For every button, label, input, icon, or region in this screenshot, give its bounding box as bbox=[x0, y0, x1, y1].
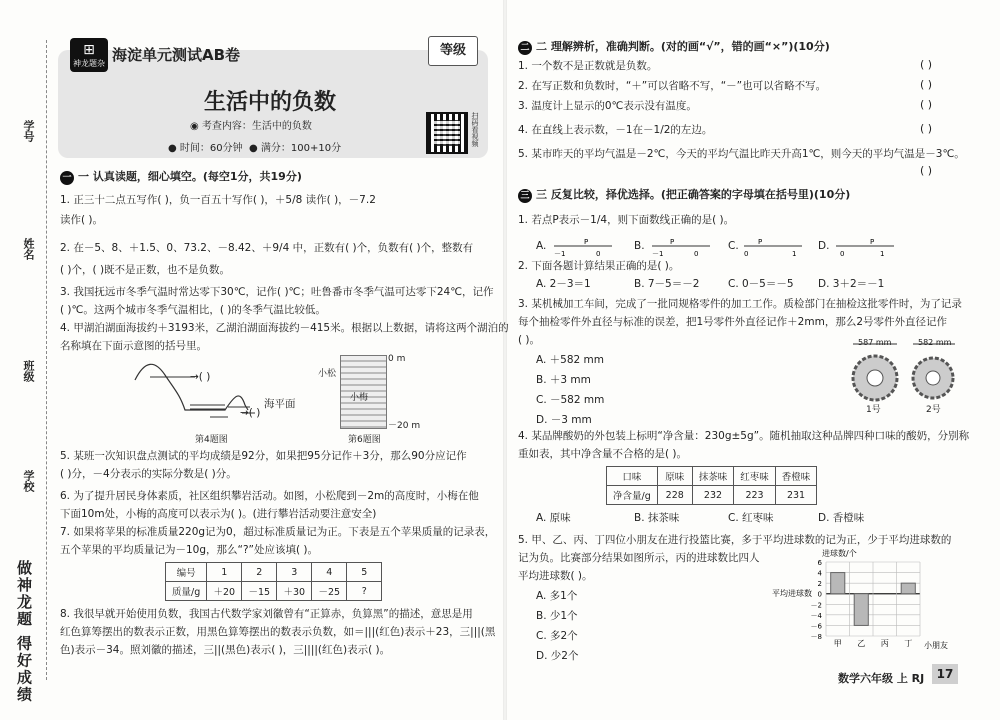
exam-score: 满分：100+10分 bbox=[260, 143, 342, 154]
chart-ytick: －8 bbox=[810, 633, 822, 641]
option-label[interactable]: A. 2－3＝1 bbox=[536, 278, 591, 290]
chart-ytick: －2 bbox=[810, 601, 822, 610]
section2-title bbox=[518, 38, 830, 55]
svg-text:－1: －1 bbox=[554, 250, 566, 256]
cut-line bbox=[46, 40, 47, 680]
question-text: ( )分，－4分表示的实际分数是( )分。 bbox=[60, 468, 237, 480]
table-row bbox=[607, 486, 817, 505]
table-cell: 净含量/g bbox=[607, 486, 658, 505]
table-cell: ＋30 bbox=[277, 582, 312, 601]
table-cell: 质量/g bbox=[166, 582, 207, 601]
chart-bar bbox=[854, 594, 868, 626]
exam-meta bbox=[168, 139, 341, 154]
svg-text:－1: －1 bbox=[652, 250, 664, 256]
table-cell: －25 bbox=[312, 582, 347, 601]
question-text: ( )个，( )既不是正数，也不是负数。 bbox=[60, 264, 231, 276]
section-number-icon: 一 bbox=[60, 171, 74, 185]
page-title: 生活中的负数 bbox=[203, 90, 336, 115]
svg-text:P: P bbox=[758, 238, 763, 246]
sea-level-label: 海平面 bbox=[264, 398, 296, 410]
wall-bottom-label: －20 m bbox=[388, 421, 421, 431]
grade-label: 等级 bbox=[428, 36, 478, 66]
question-text: 7. 如果将苹果的标准质量220g记为0，超过标准质量记为正。下表是五个苹果质量的记录表， bbox=[60, 526, 496, 538]
svg-text:0: 0 bbox=[694, 250, 699, 256]
gear2-label: 2号 bbox=[926, 405, 941, 415]
question-text: 2. 下面各题计算结果正确的是( )。 bbox=[518, 260, 680, 272]
section3-title-text: 三 反复比较，择优选择。(把正确答案的字母填在括号里)(10分) bbox=[536, 188, 851, 201]
table-cell: 红枣味 bbox=[734, 467, 776, 486]
table-cell: 231 bbox=[775, 486, 817, 505]
option-label[interactable]: C. 0－5＝－5 bbox=[728, 278, 794, 290]
magnifier-icon: ◉ bbox=[190, 121, 202, 132]
answer-paren[interactable]: ( ) bbox=[920, 164, 933, 177]
chart-xtick: 丙 bbox=[880, 639, 889, 648]
numberline-a bbox=[552, 236, 614, 256]
chart-xtick: 乙 bbox=[857, 639, 866, 648]
gear1-label: 1号 bbox=[866, 405, 881, 415]
question-text: ( )。 bbox=[518, 334, 541, 346]
question-text: 重如表，其中净含量不合格的是( )。 bbox=[518, 448, 688, 460]
option-label[interactable]: C. 多2个 bbox=[536, 630, 578, 642]
question-text: 6. 为了提升居民身体素质，社区组织攀岩活动。如图，小松爬到－2m的高度时，小梅在他 bbox=[60, 490, 479, 502]
clock-icon: ● bbox=[168, 143, 180, 154]
chart-ytick: 6 bbox=[817, 559, 822, 567]
answer-paren[interactable]: ( ) bbox=[920, 98, 933, 111]
svg-text:P: P bbox=[870, 238, 875, 246]
climber-mei: 小梅 bbox=[350, 393, 369, 403]
option-label[interactable]: A. 多1个 bbox=[536, 590, 578, 602]
climber-song: 小松 bbox=[318, 369, 337, 379]
table-cell: 228 bbox=[657, 486, 692, 505]
option-label[interactable]: D. 少2个 bbox=[536, 650, 579, 662]
table-cell: 2 bbox=[242, 563, 277, 582]
question-text: 2. 在写正数和负数时，“＋”可以省略不写，“－”也可以省略不写。 bbox=[518, 80, 827, 92]
option-label[interactable]: C. bbox=[728, 240, 739, 252]
option-label[interactable]: A. ＋582 mm bbox=[536, 354, 605, 366]
table-cell: ＋20 bbox=[207, 582, 242, 601]
question-text: 8. 我很早就开始使用负数，我国古代数学家刘徽曾有“正算赤，负算黑”的描述，意思是用 bbox=[60, 608, 473, 620]
goal-chart bbox=[770, 548, 970, 656]
wall-top-label: 0 m bbox=[388, 354, 406, 364]
section1-title bbox=[60, 168, 302, 185]
option-label[interactable]: B. bbox=[634, 240, 645, 252]
question-text: 下面10m处，小梅的高度可以表示为( )。(进行攀岩活动要注意安全) bbox=[60, 508, 377, 520]
chart-ytick: －6 bbox=[810, 622, 822, 631]
svg-text:0: 0 bbox=[744, 250, 749, 256]
table-row bbox=[607, 467, 817, 486]
section2-title-text: 二 理解辨析，准确判断。(对的画“√”，错的画“×”)(10分) bbox=[536, 40, 830, 53]
answer-paren[interactable]: →( ) bbox=[240, 407, 261, 419]
table-cell: 抹茶味 bbox=[692, 467, 734, 486]
table-cell: 223 bbox=[734, 486, 776, 505]
question-text: 1. 一个数不是正数就是负数。 bbox=[518, 60, 658, 72]
logo-text: 神龙题杂 bbox=[73, 59, 105, 68]
chart-xtick: 丁 bbox=[904, 639, 913, 648]
svg-text:0: 0 bbox=[596, 250, 601, 256]
section1-title-text: 一 认真读题，细心填空。(每空1分，共19分) bbox=[78, 170, 302, 183]
table-cell: 1 bbox=[207, 563, 242, 582]
score-icon: ● bbox=[249, 143, 261, 154]
table-cell: 3 bbox=[277, 563, 312, 582]
section3-title bbox=[518, 186, 850, 203]
fig6-caption: 第6题图 bbox=[348, 435, 381, 445]
option-label[interactable]: D. 3＋2＝－1 bbox=[818, 278, 885, 290]
svg-text:P: P bbox=[584, 238, 589, 246]
question-text: ( )℃。这两个城市冬季气温相比，( )的冬季气温比较低。 bbox=[60, 304, 326, 316]
table-row bbox=[166, 582, 382, 601]
question-text: 1. 若点P表示－1/4，则下面数线正确的是( )。 bbox=[518, 214, 735, 226]
numberline-c bbox=[742, 236, 804, 256]
question-text: 2. 在－5、8、＋1.5、0、73.2、－8.42、＋9/4 中，正数有( )个，负数有( )个，整数有 bbox=[60, 242, 474, 254]
svg-text:0: 0 bbox=[840, 250, 845, 256]
chart-ytick: －4 bbox=[810, 611, 822, 620]
field-student-id: 学号 bbox=[22, 120, 35, 142]
table-cell: 4 bbox=[312, 563, 347, 582]
chart-bar bbox=[901, 583, 915, 594]
option-label[interactable]: C. 红枣味 bbox=[728, 512, 774, 524]
exam-content-text: 考查内容：生活中的负数 bbox=[201, 121, 312, 132]
question-text: 读作( )。 bbox=[60, 214, 104, 226]
chart-ref-label: 平均进球数 bbox=[772, 589, 812, 598]
chart-ytick: 4 bbox=[817, 569, 822, 578]
answer-paren[interactable]: ( ) bbox=[920, 58, 933, 71]
answer-paren[interactable]: →( ) bbox=[190, 371, 211, 383]
question-text: 五个苹果的平均质量记为－10g，那么“?”处应该填( )。 bbox=[60, 544, 319, 556]
qr-code[interactable] bbox=[426, 112, 468, 154]
qr-label: 扫码看视频 bbox=[471, 112, 479, 147]
answer-paren[interactable]: ( ) bbox=[920, 122, 933, 135]
table-cell: 编号 bbox=[166, 563, 207, 582]
logo: ⊞ 神龙题杂 bbox=[70, 38, 108, 72]
chart-ytick: 0 bbox=[817, 590, 822, 599]
question-text: 记为负。比赛部分结果如图所示，丙的进球数比四人 bbox=[518, 552, 760, 564]
section-number-icon: 二 bbox=[518, 41, 532, 55]
page-number: 17 bbox=[932, 664, 958, 684]
table-cell: 5 bbox=[347, 563, 382, 582]
question-text: 5. 甲、乙、丙、丁四位小朋友在进行投篮比赛，多于平均进球数的记为正，少于平均进球数的 bbox=[518, 534, 952, 546]
exam-content bbox=[190, 117, 312, 132]
question-text: 红色算筹摆出的数表示正数，用黑色算筹摆出的数表示负数，如＝|||(红色)表示＋23，三|||(黑 bbox=[60, 626, 496, 638]
question-text: 5. 某班一次知识盘点测试的平均成绩是92分，如果把95分记作＋3分，那么90分应记作 bbox=[60, 450, 467, 462]
chart-xlabel: 小朋友 bbox=[924, 641, 948, 650]
exam-time: 时间：60分钟 bbox=[179, 143, 243, 154]
figure-4-lakes bbox=[130, 355, 310, 430]
option-label[interactable]: B. 少1个 bbox=[536, 610, 578, 622]
option-label[interactable]: B. 抹茶味 bbox=[634, 512, 680, 524]
svg-text:P: P bbox=[670, 238, 675, 246]
question-text: 4. 在直线上表示数，－1在－1/2的左边。 bbox=[518, 124, 713, 136]
option-label[interactable]: A. 原味 bbox=[536, 512, 571, 524]
chart-ylabel: 进球数/个 bbox=[822, 549, 857, 558]
answer-paren[interactable]: ( ) bbox=[920, 78, 933, 91]
table-cell: 香橙味 bbox=[775, 467, 817, 486]
table-cell: 口味 bbox=[607, 467, 658, 486]
field-school: 学校 bbox=[22, 470, 35, 492]
table-cell: ? bbox=[347, 582, 382, 601]
question-text: 平均进球数( )。 bbox=[518, 570, 593, 582]
option-label[interactable]: D. bbox=[818, 240, 830, 252]
svg-text:1: 1 bbox=[880, 250, 885, 256]
question-text: 名称填在下面示意图的括号里。 bbox=[60, 340, 207, 352]
field-name: 姓名 bbox=[22, 238, 35, 260]
question-text: 4. 甲湖泊湖面海拔约＋3193米，乙湖泊湖面海拔约－415米。根据以上数据，请将这两个湖泊的 bbox=[60, 322, 509, 334]
question-text: 3. 我国抚远市冬季气温时常达零下30℃，记作( )℃；吐鲁番市冬季气温可达零下24℃，记作 bbox=[60, 286, 494, 298]
question-text: 3. 某机械加工车间，完成了一批同规格零件的加工工作。质检部门在抽检这批零件时，为了记录 bbox=[518, 298, 962, 310]
numberline-d bbox=[834, 236, 896, 256]
field-class: 班级 bbox=[22, 360, 35, 382]
numberline-b bbox=[650, 236, 712, 256]
option-label[interactable]: D. －3 mm bbox=[536, 414, 592, 426]
question-text: 每个抽检零件外直径与标准的误差，把1号零件外直径记作＋2mm，那么2号零件外直径记作 bbox=[518, 316, 947, 328]
table-cell: 原味 bbox=[657, 467, 692, 486]
chart-bar bbox=[831, 573, 845, 594]
question-text: 5. 某市昨天的平均气温是－2℃，今天的平均气温比昨天升高1℃，则今天的平均气温是－3℃。 bbox=[518, 148, 965, 160]
table-cell: 232 bbox=[692, 486, 734, 505]
table-cell: －15 bbox=[242, 582, 277, 601]
question-text: 1. 正三十二点五写作( )，负一百五十写作( )，＋5/8 读作( )，－7.2 bbox=[60, 194, 376, 206]
option-label[interactable]: A. bbox=[536, 240, 547, 252]
gear2-dimension: 582 mm bbox=[918, 338, 952, 347]
slogan: 做神龙题 得好成绩 bbox=[15, 560, 33, 704]
option-label[interactable]: C. －582 mm bbox=[536, 394, 605, 406]
yogurt-table bbox=[606, 466, 817, 505]
gear1-dimension: 587 mm bbox=[858, 338, 892, 347]
option-label[interactable]: D. 香橙味 bbox=[818, 512, 865, 524]
question-text: 4. 某品牌酸奶的外包装上标明“净含量：230g±5g”。随机抽取这种品牌四种口味的酸奶，分别称 bbox=[518, 430, 970, 442]
chart-xtick: 甲 bbox=[833, 639, 842, 648]
option-label[interactable]: B. 7－5＝－2 bbox=[634, 278, 700, 290]
chart-ytick: 2 bbox=[817, 580, 822, 589]
series-title: 海淀单元测试AB卷 bbox=[112, 46, 241, 64]
option-label[interactable]: B. ＋3 mm bbox=[536, 374, 591, 386]
fig4-caption: 第4题图 bbox=[195, 435, 228, 445]
question-text: 3. 温度计上显示的0℃表示没有温度。 bbox=[518, 100, 697, 112]
question-text bbox=[60, 488, 479, 505]
svg-text:1: 1 bbox=[792, 250, 797, 256]
footer-subject: 数学六年级 上 RJ bbox=[838, 672, 925, 685]
question-text: 色)表示－34。照刘徽的描述，三||(黑色)表示( )，三||||(红色)表示( )。 bbox=[60, 644, 391, 656]
section-number-icon: 三 bbox=[518, 189, 532, 203]
apple-table bbox=[165, 562, 382, 601]
table-row bbox=[166, 563, 382, 582]
